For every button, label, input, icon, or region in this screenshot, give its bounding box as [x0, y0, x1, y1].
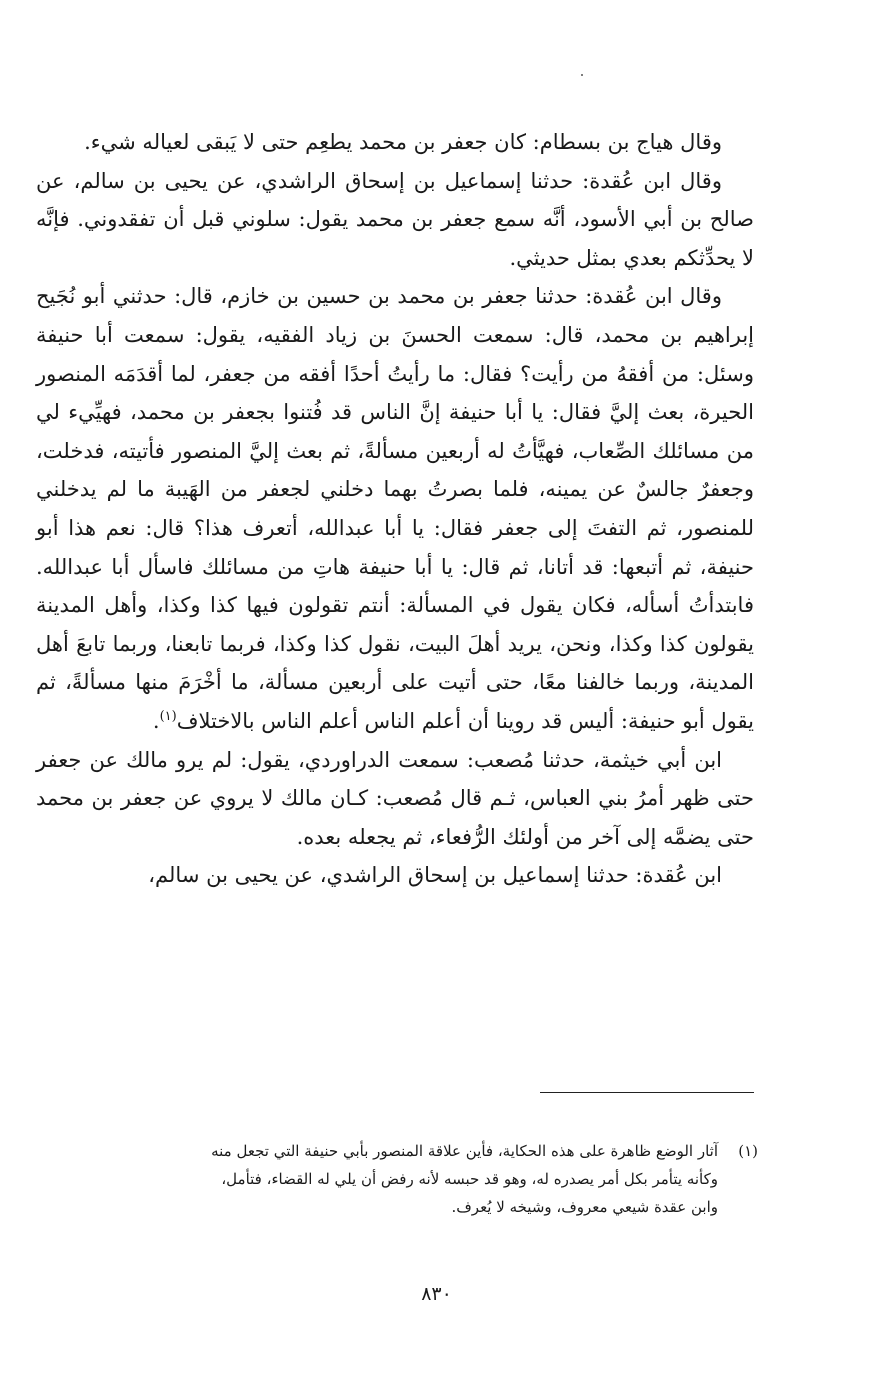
paragraph-2 [36, 162, 754, 278]
footnote-line-3: وابن عقدة شيعي معروف، وشيخه لا يُعرف. [451, 1198, 718, 1216]
footnote-line-1-text: آثار الوضع ظاهرة على هذه الحكاية، فأين علاقة المنصور بأبي حنيفة التي تجعل منه [211, 1142, 718, 1160]
footnote-number: (١) [738, 1142, 758, 1160]
page-number: ٨٣٠ [421, 1283, 452, 1305]
main-text [36, 123, 754, 895]
footnote-line-2: وكأنه يتأمر بكل أمر يصدره له، وهو قد حبسه لأنه رفض أن يلي له القضاء، فتأمل، [221, 1170, 718, 1188]
footnote-reference[interactable]: (١) [159, 708, 177, 724]
paragraph-3-text: وقال ابن عُقدة: حدثنا جعفر بن محمد بن حسين بن خازم، قال: حدثني أبو نُجَيح إبراهيم بن محمد، قال: سمعت الحسنَ بن زياد الفقيه، يقول: سمعت أبا حنيفة وسئل: من أفقهُ من رأيت؟ فقال: ما رأيتُ أحدًا أفقه من جعفر، لما أقدَمَه المنصور الحيرة، بعث إليَّ فقال: يا أبا حنيفة إنَّ الناس قد فُتنوا بجعفر بن محمد، فهيِّيء لي من مسائلك الصِّعاب، فهيَّأتُ له أربعين مسألةً، ثم بعث إليَّ المنصور فأتيته، فدخلت، وجعفرٌ جالسٌ عن يمينه، فلما بصرتُ بهما دخلني لجعفر من الهَيبة ما لم يدخلني للمنصور، ثم التفتَ إلى جعفر فقال: يا أبا عبدالله، أتعرف هذا؟ قال: نعم هذا أبو حنيفة، ثم أتبعها: قد أتانا، ثم قال: يا أبا حنيفة هاتِ من مسائلك فاسأل أبا عبدالله. فابتدأتُ أسأله، فكان يقول في المسألة: أنتم تقولون فيها كذا وكذا، وأهل المدينة يقولون كذا وكذا، ونحن، يريد أهلَ البيت، نقول كذا وكذا، فربما تابعنا، وربما تابعَ أهل المدينة، وربما خالفنا معًا، حتى أتيت على أربعين مسألة، ما أخْرَمَ منها مسألةً، ثم يقول أبو حنيفة: أليس قد روينا أن أعلم الناس أعلم الناس بالاختلاف [36, 284, 754, 733]
paragraph-4 [36, 741, 754, 857]
paragraph-5 [36, 856, 754, 895]
paragraph-1 [36, 123, 754, 162]
paragraph-5-text: ابن عُقدة: حدثنا إسماعيل بن إسحاق الراشدي، عن يحيى بن سالم، [148, 863, 722, 888]
paragraph-1-text: وقال هياج بن بسطام: كان جعفر بن محمد يطعِم حتى لا يَبقى لعياله شيء. [84, 130, 722, 154]
footnote-line-1 [36, 1137, 758, 1165]
paragraph-4-text: ابن أبي خيثمة، حدثنا مُصعب: سمعت الدراوردي، يقول: لم يرو مالك عن جعفر حتى ظهر أمرُ بني العباس، ثـم قال مُصعب: كـان مالك لا يروي عن جعفر بن محمد حتى يضمَّه إلى آخر من أولئك الرُّفعاء، ثم يجعله بعده. [36, 747, 754, 849]
paragraph-3 [36, 277, 754, 740]
footnote [36, 1137, 758, 1221]
footnote-separator [540, 1092, 754, 1093]
paragraph-2-text: وقال ابن عُقدة: حدثنا إسماعيل بن إسحاق الراشدي، عن يحيى بن سالم، عن صالح بن أبي الأسود، أنَّه سمع جعفر بن محمد يقول: سلوني قبل أن تفقدوني. فإنَّه لا يحدِّثكم بعدي بمثل حديثي. [36, 168, 754, 270]
paragraph-3-tail: . [152, 708, 160, 733]
print-speck [581, 74, 583, 76]
